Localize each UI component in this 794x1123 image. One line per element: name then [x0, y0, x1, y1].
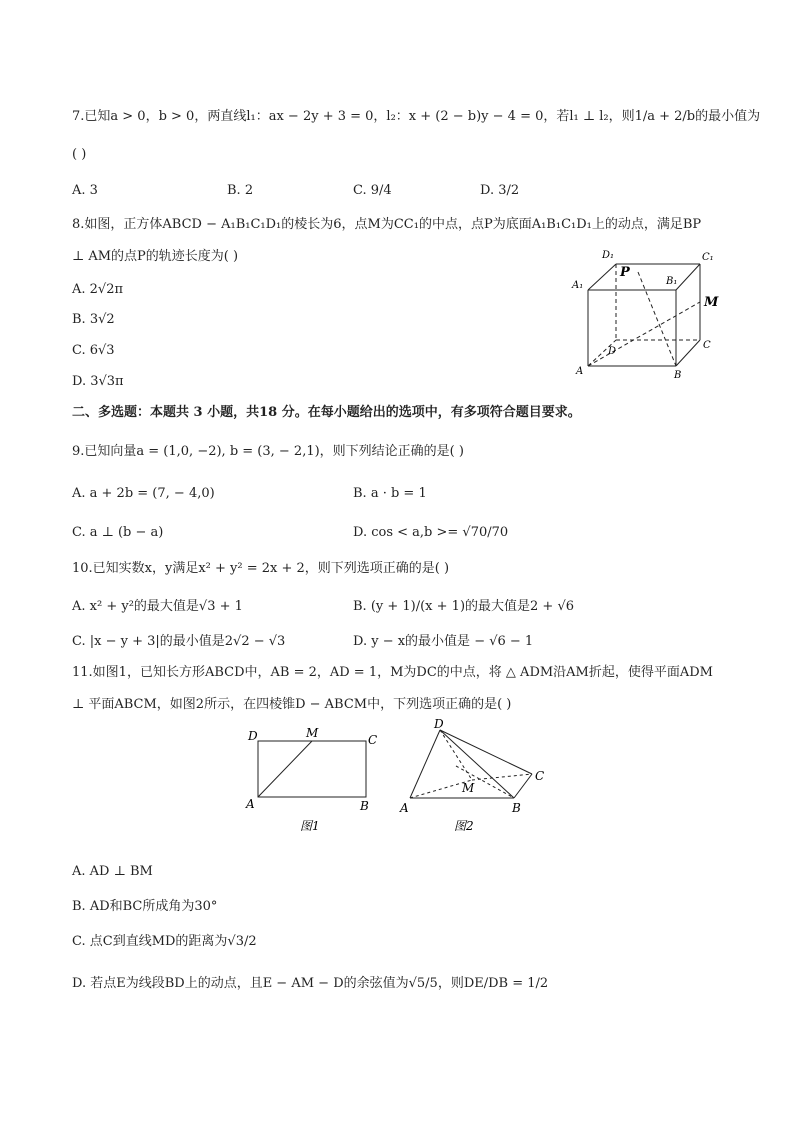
q8-stem-line2: ⊥ AM的点P的轨迹长度为( )	[72, 249, 239, 264]
label-b: B	[674, 370, 682, 381]
q9-stem: 9.已知向量a = (1,0, −2), b = (3, − 2,1)，则下列结论正确的是( )	[72, 444, 464, 459]
label-a: A	[576, 366, 584, 377]
q11-stem-line1: 11.如图1，已知长方形ABCD中，AB = 2，AD = 1，M为DC的中点，将 △ ADM沿AM折起，使得平面ADM	[72, 665, 713, 680]
q10-stem: 10.已知实数x，y满足x² + y² = 2x + 2，则下列选项正确的是( )	[72, 561, 450, 576]
q10-option-d: D. y − x的最小值是 − √6 − 1	[353, 634, 534, 649]
q8-option-d: D. 3√3π	[72, 374, 124, 389]
q7-stem-line2: ( )	[72, 147, 87, 162]
q11-stem-line2: ⊥ 平面ABCM，如图2所示，在四棱锥D − ABCM中，下列选项正确的是( )	[72, 697, 512, 712]
fig1-caption: 图1	[300, 819, 320, 833]
fig1-label-m: M	[306, 726, 319, 740]
figure-2-pyramid	[396, 716, 556, 836]
label-c: C	[703, 340, 711, 351]
q7-option-d: D. 3/2	[480, 183, 520, 198]
q9-option-d: D. cos < a,b >= √70/70	[353, 525, 509, 540]
cube-figure	[566, 242, 726, 382]
fig2-label-c: C	[535, 769, 545, 783]
fig2-caption: 图2	[454, 819, 474, 833]
fig1-label-a: A	[246, 797, 255, 811]
q7-option-c: C. 9/4	[353, 183, 392, 198]
fig2-label-d: D	[434, 717, 444, 731]
fig1-label-d: D	[248, 729, 258, 743]
q9-option-c: C. a ⊥ (b − a)	[72, 525, 164, 540]
q11-option-c: C. 点C到直线MD的距离为√3/2	[72, 934, 257, 949]
q9-option-b: B. a · b = 1	[353, 486, 427, 501]
label-p: P	[620, 265, 630, 280]
label-d: D	[608, 346, 617, 357]
q9-option-a: A. a + 2b = (7, − 4,0)	[72, 486, 215, 501]
fig2-label-m: M	[462, 781, 475, 795]
label-a1: A₁	[572, 280, 584, 291]
q8-option-c: C. 6√3	[72, 343, 115, 358]
label-d1: D₁	[602, 250, 615, 261]
section2-heading: 二、多选题：本题共 3 小题，共18 分。在每小题给出的选项中，有多项符合题目要求。	[72, 405, 581, 420]
fig2-label-b: B	[512, 801, 521, 815]
label-b1: B₁	[666, 276, 678, 287]
q8-stem-line1: 8.如图，正方体ABCD − A₁B₁C₁D₁的棱长为6，点M为CC₁的中点，点P为底面A₁B₁C₁D₁上的动点，满足BP	[72, 217, 702, 232]
q10-option-c: C. |x − y + 3|的最小值是2√2 − √3	[72, 634, 286, 649]
q7-option-b: B. 2	[227, 183, 254, 198]
q7-option-a: A. 3	[72, 183, 98, 198]
q11-option-b: B. AD和BC所成角为30°	[72, 899, 218, 914]
fig1-label-b: B	[360, 799, 369, 813]
figure-1-rectangle	[244, 724, 384, 836]
q7-stem-line1: 7.已知a > 0，b > 0，两直线l₁：ax − 2y + 3 = 0，l₂：x + (2 − b)y − 4 = 0，若l₁ ⊥ l₂，则1/a + 2/b的最小值为	[72, 109, 761, 124]
q8-option-a: A. 2√2π	[72, 282, 124, 297]
q11-option-d: D. 若点E为线段BD上的动点，且E − AM − D的余弦值为√5/5，则DE/DB = 1/2	[72, 976, 549, 991]
q8-option-b: B. 3√2	[72, 312, 115, 327]
q11-option-a: A. AD ⊥ BM	[72, 864, 153, 879]
label-m: M	[704, 295, 719, 310]
label-c1: C₁	[702, 252, 714, 263]
fig1-label-c: C	[368, 733, 378, 747]
fig2-label-a: A	[400, 801, 409, 815]
q10-option-b: B. (y + 1)/(x + 1)的最大值是2 + √6	[353, 599, 575, 614]
q10-option-a: A. x² + y²的最大值是√3 + 1	[72, 599, 243, 614]
